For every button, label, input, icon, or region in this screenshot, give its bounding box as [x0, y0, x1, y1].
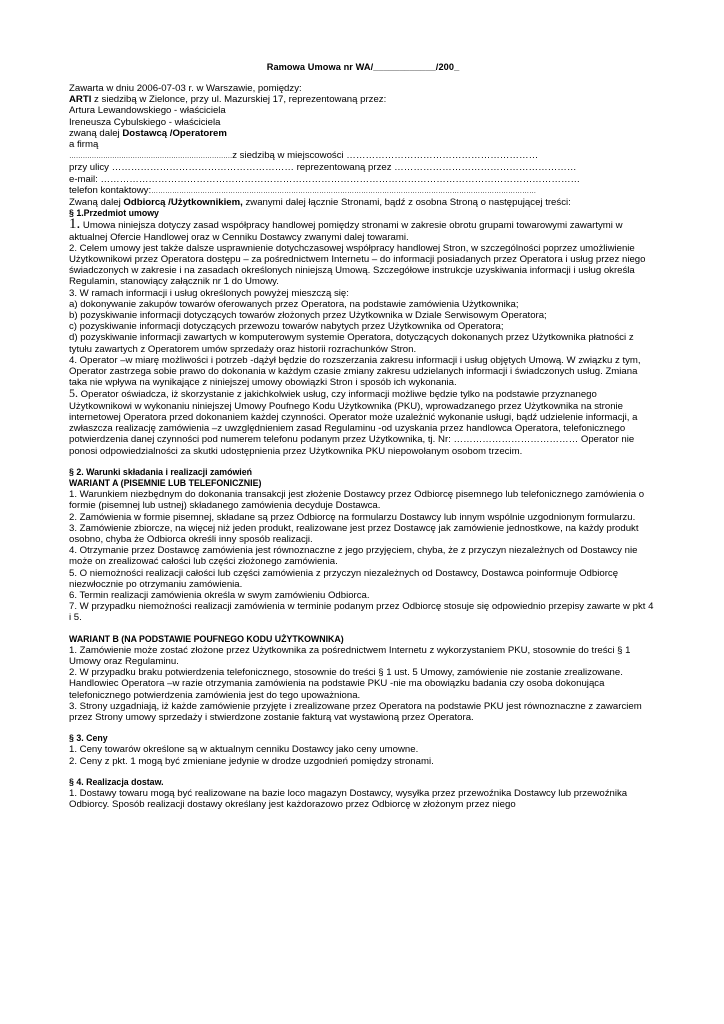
s1-p4: 4. Operator –w miarę możliwości i potrzeb -dążył będzie do rozszerzania zakresu informacji i usług objętych Umową. W związku z tym, Operator zastrzega sobie prawo do dokonania w każdym czasie zmiany zakresu udzielanych informacji i świadczonych usług. Zmiana taka nie wpływa na wynikające z niniejszej umowy obowiązki Stron i sposób ich wykonania. [69, 354, 641, 389]
s1-p3b: b) pozyskiwanie informacji dotyczących towarów złożonych przez Użytkownika w Dziale Serwisowym Operatora; [69, 310, 547, 322]
document-page [69, 62, 657, 810]
blank-seat: z siedzibą w miejscowości …………………………………………………… [232, 150, 539, 162]
variant-a-heading: WARIANT A (PISEMNIE LUB TELEFONICZNIE) [69, 477, 262, 488]
intro-date-line: Zawarta w dniu 2006-07-03 r. w Warszawie, pomiędzy: [69, 83, 302, 94]
s2-a7: 7. W przypadku niemożności realizacji zamówienia w terminie podanym przez Odbiorcę stosuje się odpowiednio przepisy zawarte w pkt 4 i 5. [69, 601, 654, 624]
s4-p1: 1. Dostawy towaru mogą być realizowane na bazie loco magazyn Dostawcy, wysyłka przez przewoźnika Dostawcy lub przewoźnika Odbiorcy. Sposób realizacji dostawy określany jest każdorazowo przez Odbiorcę w złożonym przez niego [69, 787, 628, 811]
s2-a2: 2. Zamówienia w formie pisemnej, składane są przez Odbiorcę na formularzu Dostawcy lub innym wspólnie uzgodnionym formularzu. [69, 511, 636, 523]
s2-b1: 1. Zamówienie może zostać złożone przez Użytkownika za pośrednictwem Internetu z wykorzystaniem PKU, stosownie do treści § 1 Umowy oraz Regulaminu. [69, 644, 631, 667]
s1-p1-number: 1. [69, 216, 81, 233]
document-title: Ramowa Umowa nr WA/____________/200_ [266, 62, 460, 72]
representative-2: Ireneusza Cybulskiego - właściciela [69, 116, 221, 128]
s1-p3: 3. W ramach informacji i usług określonych powyżej mieszczą się: [69, 287, 349, 299]
alias-prefix: zwaną dalej [69, 127, 123, 139]
s1-p3d: d) pozyskiwanie informacji zawartych w komputerowym systemie Operatora, dotyczących dokonanych przez Użytkownika płatności z tytułu zawartych z Operatorem umów sprzedaży oraz historii rozrachunków Stron. [69, 332, 634, 355]
variant-b-heading: WARIANT B (NA PODSTAWIE POUFNEGO KODU UŻYTKOWNIKA) [69, 633, 344, 644]
blank-phone-line [69, 185, 657, 197]
blank-phone: ………………………………………………………………………………………………………………………………………………… [151, 187, 537, 195]
representative-1: Artura Lewandowskiego - właściciela [69, 105, 226, 117]
s1-p5-number: 5. [69, 386, 78, 401]
s1-p1-text: Umowa niniejsza dotyczy zasad współpracy handlowej pomiędzy stronami w zakresie obrotu grupami towarowymi zawartymi w aktualnej Ofercie Handlowej oraz w Cenniku Dostawcy zwanymi dalej towarami. [69, 220, 623, 243]
intro-party-arti [69, 94, 657, 105]
section-2-heading: § 2. Warunki składania i realizacji zamówień [69, 466, 253, 477]
phone-label: telefon kontaktowy: [69, 184, 152, 196]
s2-a4: 4. Otrzymanie przez Dostawcę zamówienia jest równoznaczne z jego przyjęciem, chyba, że z przyczyn niezależnych od Dostawcy nie może on zrealizować całości lub części złożonego zamówienia. [69, 545, 638, 568]
alias-buyer: Odbiorcą /Użytkownikiem, [123, 197, 243, 209]
s2-a3: 3. Zamówienie zbiorcze, na więcej niż jeden produkt, realizowane jest przez Dostawcę jak zamówienie jednostkowe, na każdy produkt osobno, chyba że Odbiorca określi inny sposób realizacji. [69, 522, 639, 545]
alias-supplier: Dostawcą /Operatorem [122, 127, 227, 139]
s2-a6: 6. Termin realizacji zamówienia określa w swym zamówieniu Odbiorca. [69, 589, 370, 601]
s2-b2: 2. W przypadku braku potwierdzenia telefonicznego, stosownie do treści § 1 ust. 5 Umowy, zamówienie nie zostanie zrealizowane. Handlowiec Operatora –w razie otrzymania zamówienia na podstawie PKU -nie ma obowiązku badania czy osoba dokonująca telefonicznego potwierdzenia zamówienia jest do tego upoważniona. [69, 667, 623, 701]
section-3-heading: § 3. Ceny [69, 733, 108, 744]
s1-p1 [69, 216, 657, 243]
arti-address: z siedzibą w Zielonce, przy ul. Mazurskiej 17, reprezentowaną przez: [91, 94, 387, 106]
blank-company: ……………………………………………………………… [69, 153, 233, 161]
party-1-alias [69, 128, 657, 139]
alias2-prefix: Zwaną dalej [69, 197, 124, 209]
section-1-heading: § 1.Przedmiot umowy [69, 208, 159, 219]
s2-a5: 5. O niemożności realizacji całości lub części zamówienia z przyczyn niezależnych od Dostawcy, Dostawca poinformuje Odbiorcę niezwłocznie po otrzymaniu zamówienia. [69, 567, 619, 590]
s1-p3c: c) pozyskiwanie informacji dotyczących przewozu towarów nabytych przez Użytkownika od Operatora; [69, 321, 504, 333]
party-2-alias [69, 197, 657, 208]
blank-company-line [69, 150, 657, 162]
s2-a1: 1. Warunkiem niezbędnym do dokonania transakcji jest złożenie Dostawcy przez Odbiorcę pisemnego lub telefonicznego zamówienia o formie (pisemnej lub ustnej) składanego zamówienia decyduje Dostawca. [69, 489, 645, 512]
arti-name: ARTI [69, 94, 92, 106]
alias2-rest: zwanymi dalej łącznie Stronami, bądź z osobna Stroną o następującej treści: [242, 197, 571, 209]
s1-p5-text: Operator oświadcza, iż skorzystanie z jakichkolwiek usług, czy informacji możliwe będzie tylko na podstawie przyznanego Użytkownikowi w wykonaniu niniejszej Umowy Poufnego Kodu Użytkownika (PKU), wprowadzanego przez Użytkownika na stronie internetowej Operatora przed dokonaniem każdej czynności. Operator może uzależnić wykonanie usługi, bądź udzielenie informacji, a zwłaszcza realizację zamówienia –z uwzględnieniem zasad Regulaminu -od uzyskania przez handlowca Operatora, telefonicznego potwierdzenia danej czynności pod numerem telefonu podanym przez Użytkownika, tj. Nr: ………………………………… Operator nie ponosi odpowiedzialności za skutki udostępnienia przez Użytkownika PKU niepowołanym osobom trzecim. [69, 389, 638, 457]
section-4-heading: § 4. Realizacja dostaw. [69, 776, 164, 787]
s3-p2: 2. Ceny z pkt. 1 mogą być zmieniane jedynie w drodze uzgodnień pomiędzy stronami. [69, 755, 434, 767]
blank-email-line: e-mail: …………………………………………………………………………………………………………………………………… [69, 173, 581, 185]
s3-p1: 1. Ceny towarów określone są w aktualnym cenniku Dostawcy jako ceny umowne. [69, 744, 419, 756]
s1-p2: 2. Celem umowy jest także dalsze usprawnienie dotychczasowej współpracy handlowej Stron, w szczególności poprzez umożliwienie Użytkownikowi przez Operatora dostępu – za pośrednictwem Internetu – do informacji posiadanych przez Operatora i usług przez niego świadczonych w zakresie i na zasadach określonych niniejszą Umową. Szczegółowe instrukcje uzyskiwania informacji i usług określa Regulamin, stanowiący załącznik nr 1 do Umowy. [69, 242, 646, 288]
a-firma: a firmą [69, 139, 99, 151]
s1-p3a: a) dokonywanie zakupów towarów oferowanych przez Operatora, na podstawie zamówienia Użytkownika; [69, 298, 519, 310]
s2-b3: 3. Strony uzgadniają, iż każde zamówienie przyjęte i zrealizowane przez Operatora na podstawie PKU jest równoznaczne z zawarciem przez Strony umowy sprzedaży i stwierdzone zostanie fakturą vat wystawioną przez Operatora. [69, 700, 642, 723]
blank-street-line: przy ulicy ………………………………………………… reprezentowaną przez ………………………………………………… [69, 162, 577, 174]
s1-p5 [69, 388, 657, 456]
